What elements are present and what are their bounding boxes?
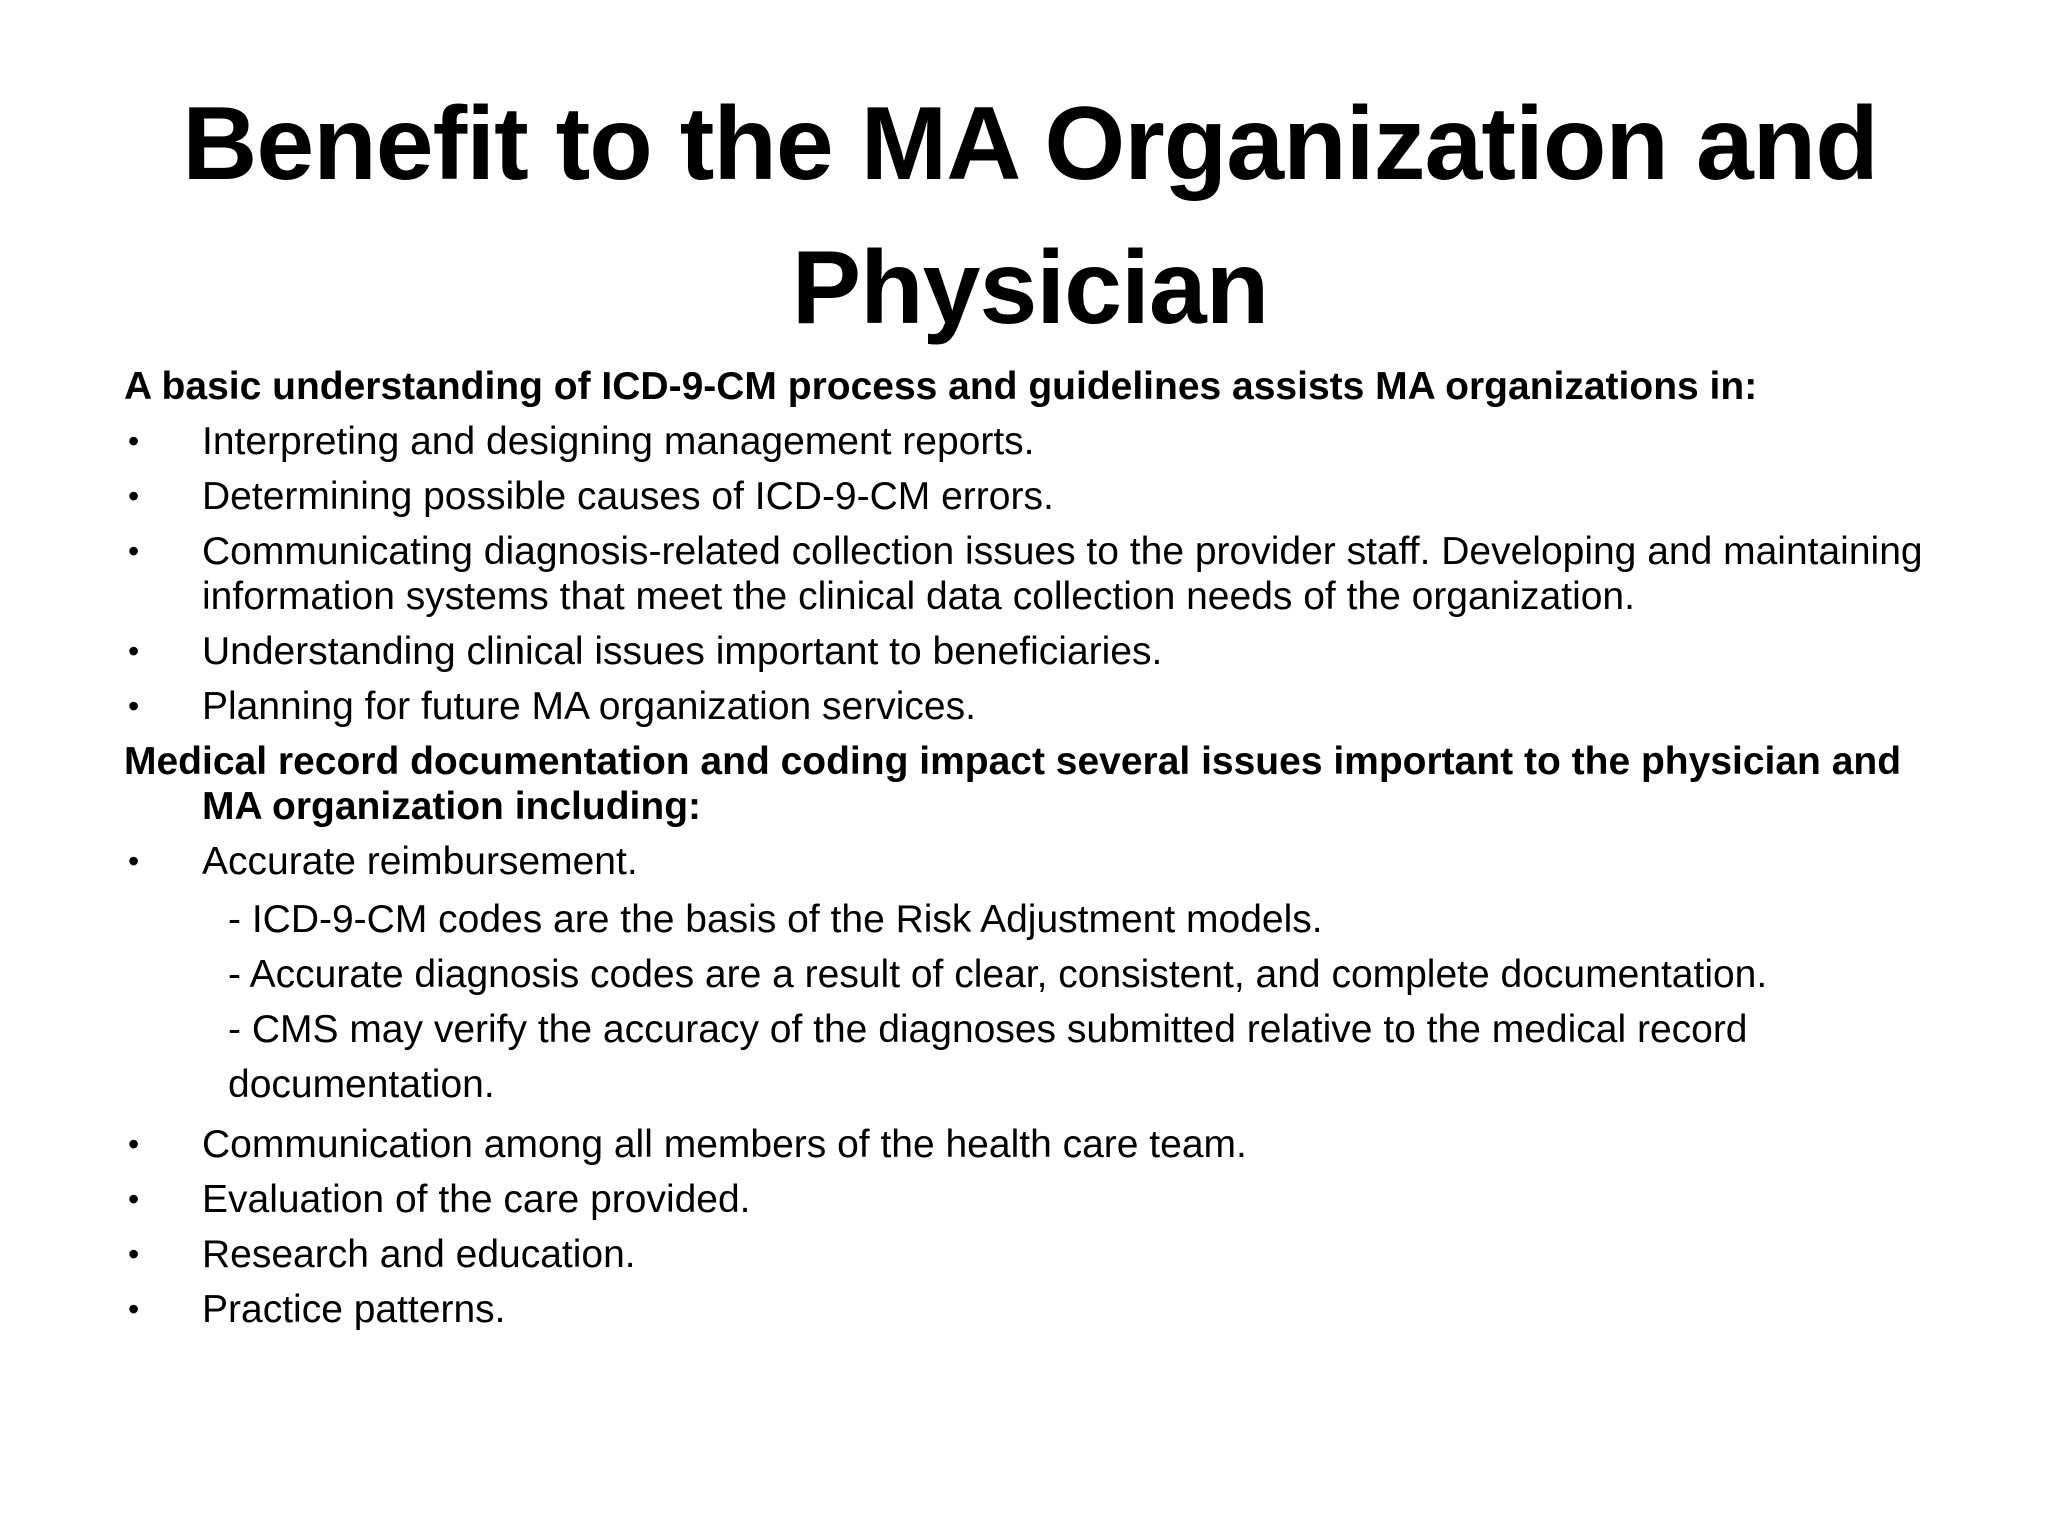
bullet-icon: • (128, 843, 140, 879)
bullet-item (124, 1177, 1964, 1222)
bullet-text: Interpreting and designing management reports. (202, 420, 1035, 463)
bullet-text: Accurate reimbursement. (202, 840, 638, 883)
bullet-text: Determining possible causes of ICD-9-CM errors. (202, 475, 1054, 518)
sub-item: - ICD-9-CM codes are the basis of the Risk Adjustment models. (228, 898, 1323, 941)
bullet-icon: • (128, 533, 140, 569)
sub-item: - Accurate diagnosis codes are a result of clear, consistent, and complete documentation. (228, 953, 1768, 996)
section-heading-icd9: A basic understanding of ICD-9-CM process and guidelines assists MA organizations in: (124, 365, 1758, 408)
bullet-item (124, 1287, 1964, 1332)
bullet-text: Communication among all members of the health care team. (202, 1123, 1247, 1166)
bullet-text: Communicating diagnosis-related collection issues to the provider staff. Developing and maintaining information systems that meet the clinical data collection needs of the organization. (202, 530, 1923, 618)
bullet-item (124, 839, 1964, 884)
slide-body (124, 364, 1964, 1342)
bullet-icon: • (128, 1236, 140, 1272)
bullet-text: Planning for future MA organization services. (202, 685, 976, 728)
bullet-item (124, 1232, 1964, 1277)
bullet-item (124, 1122, 1964, 1167)
sub-item-list (124, 892, 1964, 1112)
bullet-list-documentation-rest (124, 1122, 1964, 1332)
bullet-text: Understanding clinical issues important to beneficiaries. (202, 630, 1163, 673)
slide-title: Benefit to the MA Organization and Physician (182, 86, 1878, 346)
bullet-icon: • (128, 423, 140, 459)
bullet-icon: • (128, 1181, 140, 1217)
bullet-item (124, 419, 1964, 464)
bullet-item (124, 629, 1964, 674)
bullet-icon: • (128, 688, 140, 724)
bullet-item (124, 684, 1964, 729)
bullet-icon: • (128, 633, 140, 669)
bullet-item (124, 529, 1964, 619)
section-heading-documentation: Medical record documentation and coding impact several issues important to the physician and MA organization including: (124, 740, 1902, 828)
bullet-list-documentation (124, 839, 1964, 884)
bullet-icon: • (128, 478, 140, 514)
bullet-icon: • (128, 1126, 140, 1162)
bullet-text: Evaluation of the care provided. (202, 1178, 751, 1221)
bullet-text: Research and education. (202, 1233, 636, 1276)
bullet-text: Practice patterns. (202, 1288, 506, 1331)
bullet-item (124, 474, 1964, 519)
bullet-icon: • (128, 1291, 140, 1327)
sub-item: - CMS may verify the accuracy of the diagnoses submitted relative to the medical record documentation. (228, 1008, 1748, 1106)
bullet-list-icd9 (124, 419, 1964, 729)
